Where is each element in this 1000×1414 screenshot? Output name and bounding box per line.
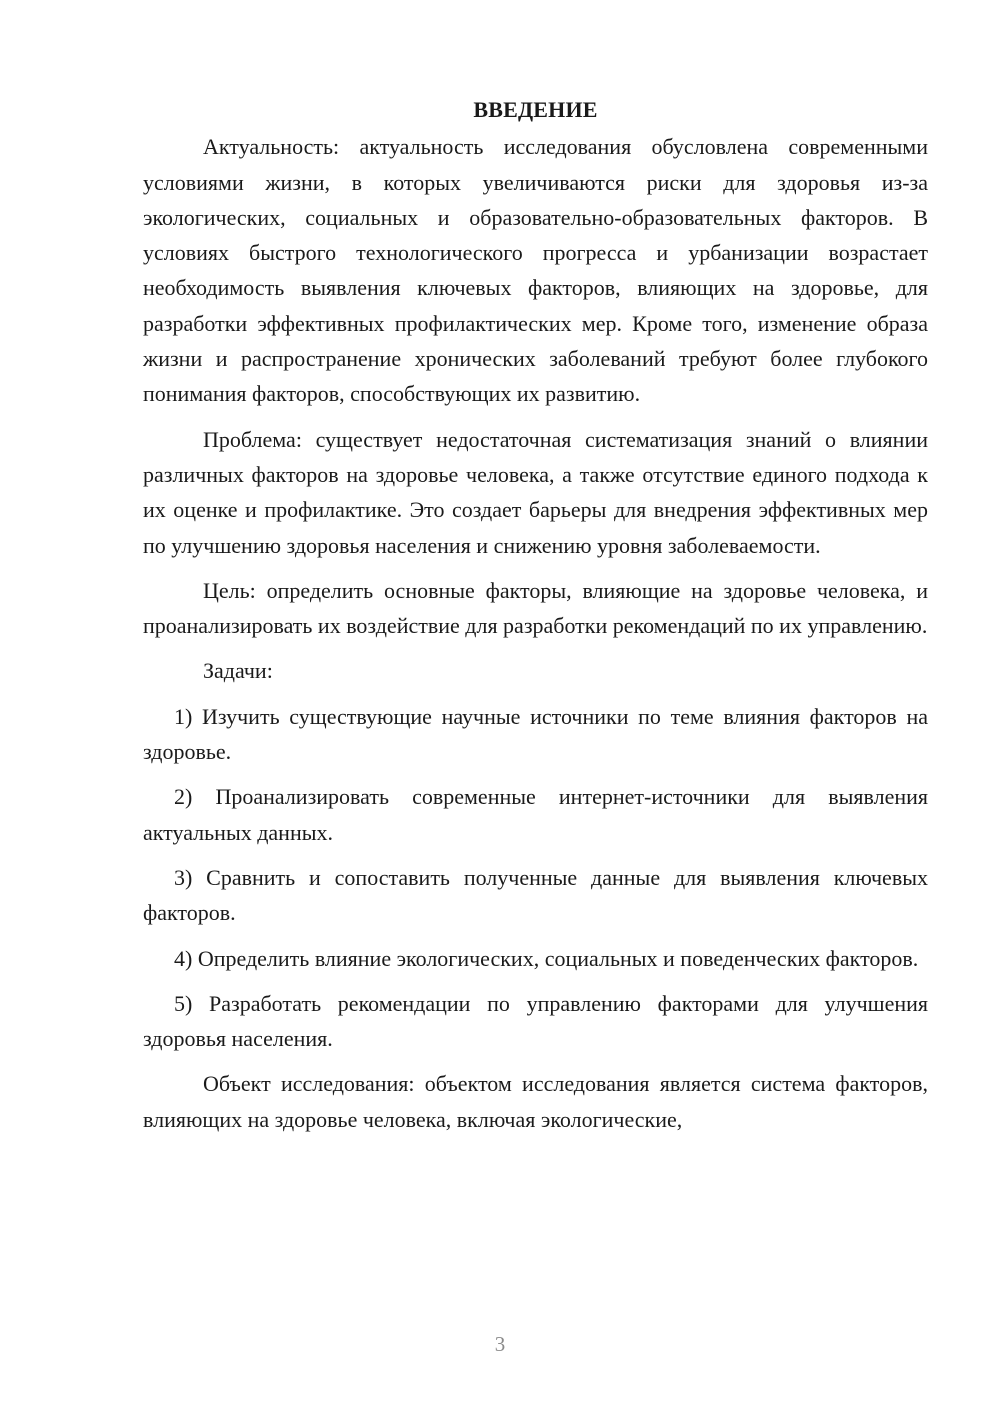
tasks-heading: Задачи: — [203, 658, 273, 684]
page-content — [143, 92, 928, 1137]
task-item: 3) Сравнить и сопоставить полученные данные для выявления ключевых факторов. — [143, 864, 928, 926]
task-item: 4) Определить влияние экологических, социальных и поведенческих факторов. — [174, 945, 919, 971]
page-title: ВВЕДЕНИЕ — [473, 97, 598, 122]
task-item: 5) Разработать рекомендации по управлению факторами для улучшения здоровья населения. — [143, 990, 928, 1052]
paragraph-relevance: Актуальность: актуальность исследования обусловлена современными условиями жизни, в которых увеличиваются риски для здоровья из-за экологических, социальных и образовательно-образовательных факторов. В условиях быстрого технологического прогресса и урбанизации возрастает необходимость выявления ключевых факторов, влияющих на здоровье, для разработки эффективных профилактических мер. Кроме того, изменение образа жизни и распространение хронических заболеваний требуют более глубокого понимания факторов, способствующих их развитию. — [143, 134, 928, 407]
page-number: 3 — [494, 1332, 506, 1356]
task-item: 1) Изучить существующие научные источники по теме влияния факторов на здоровье. — [143, 703, 928, 765]
tasks-list — [143, 699, 928, 1057]
task-item: 2) Проанализировать современные интернет-источники для выявления актуальных данных. — [143, 784, 928, 845]
paragraph-goal: Цель: определить основные факторы, влияющие на здоровье человека, и проанализировать их воздействие для разработки рекомендаций по их управлению. — [143, 577, 928, 639]
paragraph-problem: Проблема: существует недостаточная систематизация знаний о влиянии различных факторов на здоровье человека, а также отсутствие единого подхода к их оценке и профилактике. Это создает барьеры для внедрения эффективных мер по улучшению здоровья населения и снижению уровня заболеваемости. — [143, 426, 928, 558]
paragraph-object: Объект исследования: объектом исследования является система факторов, влияющих на здоровье человека, включая экологические, — [143, 1071, 928, 1132]
